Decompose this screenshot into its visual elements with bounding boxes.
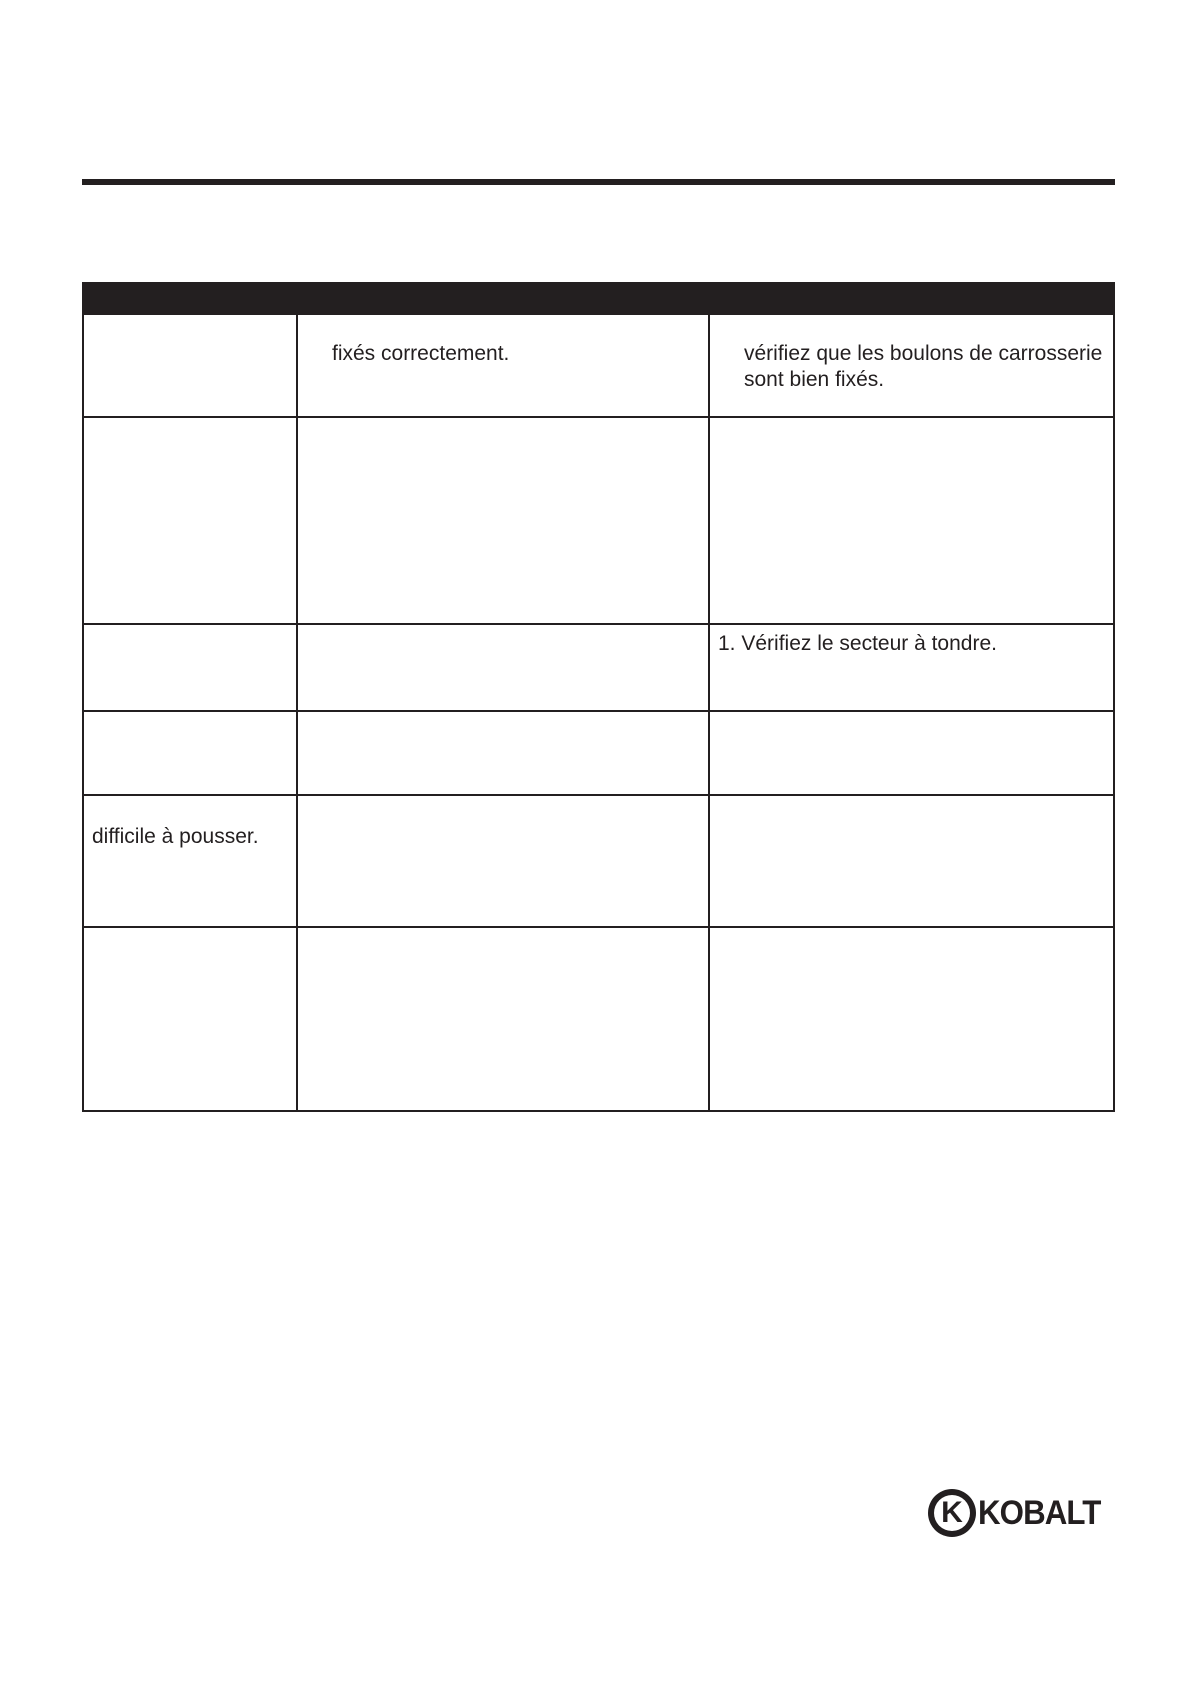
problem-text: difficile à pousser. [92, 825, 259, 848]
table-cell-cause [298, 796, 710, 928]
table-cell-solution [710, 418, 1113, 625]
table-cell-cause [298, 418, 710, 625]
table-cell-problem [84, 625, 298, 712]
table-cell-solution [710, 625, 1113, 712]
table-cell-problem [84, 418, 298, 625]
table-cell-cause [298, 315, 710, 418]
cause-text: fixés correctement. [332, 342, 510, 365]
kobalt-logo [928, 1486, 1118, 1540]
table-cell-solution [710, 796, 1113, 928]
table-cell-problem [84, 796, 298, 928]
table-cell-solution [710, 928, 1113, 1110]
table-cell-problem [84, 712, 298, 796]
kobalt-wordmark: KOBALT [978, 1493, 1101, 1532]
table-cell-cause [298, 625, 710, 712]
table-header-bar [84, 284, 1113, 315]
table-cell-cause [298, 712, 710, 796]
section-rule [82, 179, 1115, 185]
troubleshooting-table [82, 282, 1115, 1112]
solution-text: vérifiez que les boulons de carrosserie sont bien fixés. [744, 342, 1103, 391]
table-cell-problem [84, 315, 298, 418]
table-cell-solution [710, 315, 1113, 418]
table-cell-solution [710, 712, 1113, 796]
kobalt-badge-icon: K [928, 1489, 976, 1537]
table-cell-problem [84, 928, 298, 1110]
table-cell-cause [298, 928, 710, 1110]
solution-text: 1. Vérifiez le secteur à tondre. [718, 632, 997, 655]
